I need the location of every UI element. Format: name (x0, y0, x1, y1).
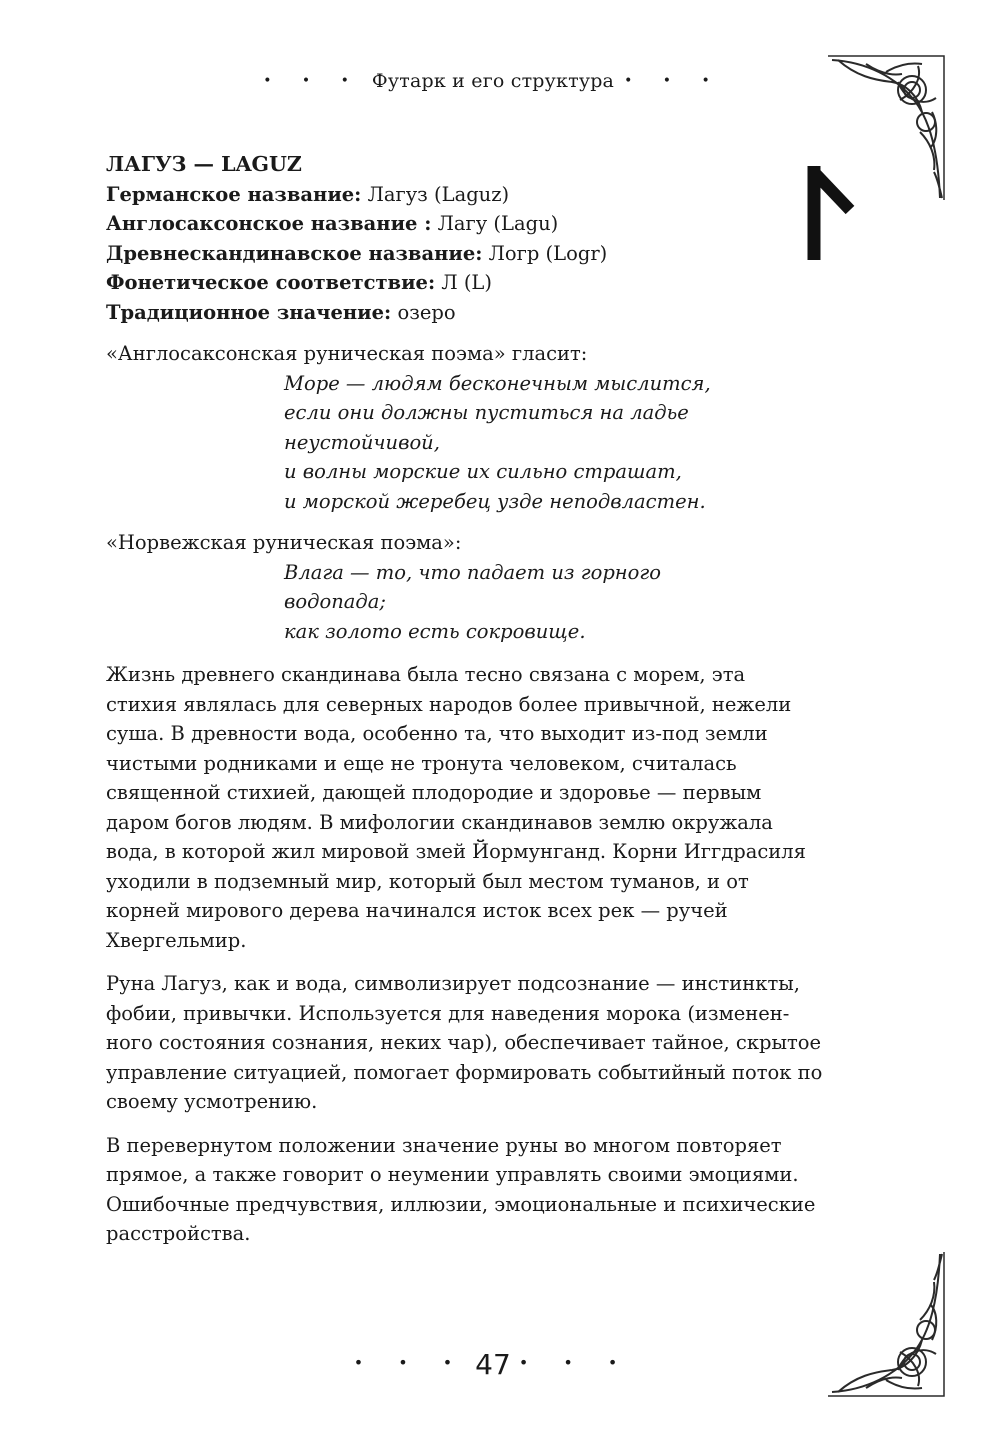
text-line: священной стихией, дающей плодородие и здоровье — первым (106, 781, 762, 804)
text-line: В перевернутом положении значение руны во многом повторяет (106, 1133, 782, 1157)
field-row (106, 209, 846, 239)
poem-intro: «Норвежская руническая поэма»: (106, 531, 462, 554)
header-dots-left: • • • (263, 73, 362, 89)
field-value: Лагуз (Laguz) (361, 182, 510, 206)
field-value: Л (L) (435, 271, 492, 294)
text-line: Ошибочные предчувствия, иллюзии, эмоциональные и психические (106, 1192, 816, 1216)
field-label: Традиционное значение: (106, 300, 392, 324)
poem-verse (106, 369, 846, 517)
text-line: прямое, а также говорит о неумении управлять своими эмоциями. (106, 1163, 799, 1186)
poem-intro: «Англосаксонская руническая поэма» гласит: (106, 342, 588, 365)
verse-line: Море — людям бесконечным мыслится, (284, 371, 711, 395)
page-footer (0, 1348, 986, 1381)
text-line: своему усмотрению. (106, 1090, 318, 1113)
text-line: суша. В древности вода, особенно та, что выходит из-под земли (106, 722, 768, 745)
text-line: стихия являлась для северных народов более привычной, нежели (106, 692, 792, 716)
verse-line: Влага — то, что падает из горного (284, 560, 661, 584)
rune-title: ЛАГУЗ — LAGUZ (106, 152, 302, 176)
field-value: Логр (Logr) (482, 241, 608, 265)
body-paragraph (106, 660, 846, 955)
text-line: управление ситуацией, помогает формировать событийный поток по (106, 1060, 823, 1084)
text-line: уходили в подземный мир, который был местом туманов, и от (106, 869, 749, 893)
page-number: 47 (475, 1348, 511, 1381)
text-line: Хвергельмир. (106, 928, 247, 952)
field-label: Древнескандинавское название: (106, 241, 483, 265)
text-line: чистыми родниками и еще не тронута человеком, считалась (106, 751, 737, 775)
footer-dots-left: • • • (353, 1353, 468, 1372)
text-line: вода, в которой жил мировой змей Йормунганд. Корни Иггдрасиля (106, 840, 806, 863)
field-row (106, 239, 846, 269)
text-line: корней мирового дерева начинался исток всех рек — ручей (106, 899, 728, 922)
header-dots-right: • • • (624, 73, 723, 89)
body-paragraph (106, 1131, 846, 1249)
poem-verse (106, 558, 846, 647)
verse-line: и волны морские их сильно страшат, (284, 460, 682, 483)
text-line: Жизнь древнего скандинава была тесно связана с морем, эта (106, 663, 746, 686)
verse-line: как золото есть сокровище. (284, 619, 586, 643)
field-value: озеро (391, 300, 456, 324)
text-line: расстройства. (106, 1222, 251, 1245)
footer-dots-right: • • • (518, 1353, 633, 1372)
field-label: Фонетическое соответствие: (106, 271, 436, 294)
field-row (106, 180, 846, 210)
verse-line: если они должны пуститься на ладье (284, 401, 689, 424)
text-line: Руна Лагуз, как и вода, символизирует подсознание — инстинкты, (106, 972, 800, 995)
field-value: Лагу (Lagu) (431, 212, 559, 235)
verse-line: водопада; (284, 590, 386, 613)
field-label: Германское название: (106, 182, 362, 206)
text-line: фобии, привычки. Используется для наведения морока (изменен- (106, 1001, 790, 1025)
body-paragraph (106, 969, 846, 1117)
verse-line: неустойчивой, (284, 430, 440, 454)
page-content (106, 150, 846, 1249)
field-row (106, 268, 846, 298)
header-title: Футарк и его структура (371, 70, 615, 92)
text-line: даром богов людям. В мифологии скандинавов землю окружала (106, 810, 773, 834)
verse-line: и морской жеребец узде неподвластен. (284, 489, 706, 513)
text-line: ного состояния сознания, неких чар), обеспечивает тайное, скрытое (106, 1031, 822, 1054)
field-label: Англосаксонское название : (106, 212, 432, 235)
field-row (106, 298, 846, 328)
